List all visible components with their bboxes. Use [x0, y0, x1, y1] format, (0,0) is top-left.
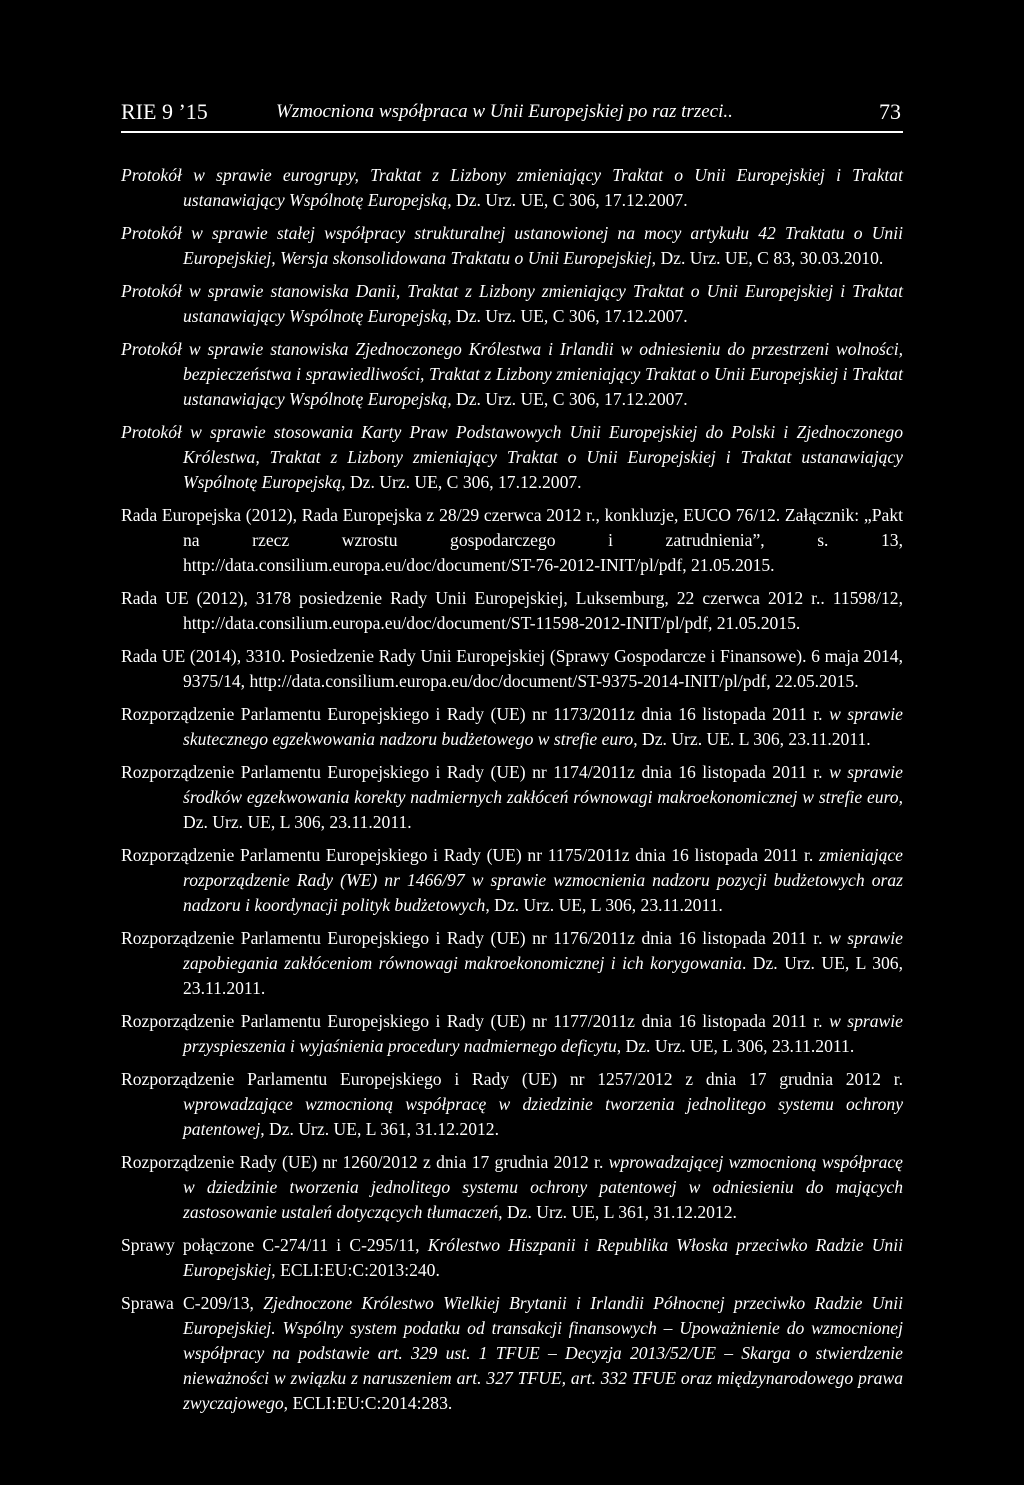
reference-text: Rozporządzenie Rady (UE) nr 1260/2012 z dnia 17 grudnia 2012 r.	[121, 1152, 609, 1172]
reference-text: , Dz. Urz. UE. L 306, 23.11.2011.	[633, 729, 871, 749]
page-number: 73	[879, 99, 901, 124]
reference-text: Sprawa C-209/13,	[121, 1293, 264, 1313]
reference-entry	[121, 702, 903, 752]
reference-text: Rada UE (2014), 3310. Posiedzenie Rady Unii Europejskiej (Sprawy Gospodarcze i Finansowe). 6 maja 2014, 9375/14, http://data.consilium.europa.eu/doc/document/ST-9375-2014-INIT/pl/pdf, 22.05.2015.	[121, 646, 903, 691]
reference-entry	[121, 1233, 903, 1283]
reference-entry	[121, 1067, 903, 1142]
reference-text: , Dz. Urz. UE, L 361, 31.12.2012.	[498, 1202, 737, 1222]
reference-text: Rozporządzenie Parlamentu Europejskiego i Rady (UE) nr 1257/2012 z dnia 17 grudnia 2012 r.	[121, 1069, 903, 1089]
reference-text: Rada UE (2012), 3178 posiedzenie Rady Unii Europejskiej, Luksemburg, 22 czerwca 2012 r.. 11598/12, http://data.consilium.europa.eu/doc/document/ST-11598-2012-INIT/pl/pdf, 21.05.2015.	[121, 588, 903, 633]
journal-issue: RIE 9 ’15	[121, 99, 208, 124]
reference-entry	[121, 926, 903, 1001]
reference-text: Rozporządzenie Parlamentu Europejskiego i Rady (UE) nr 1174/2011z dnia 16 listopada 2011 r.	[121, 762, 830, 782]
reference-text: , Dz. Urz. UE, L 306, 23.11.2011.	[183, 787, 903, 832]
reference-text: Rozporządzenie Parlamentu Europejskiego i Rady (UE) nr 1175/2011z dnia 16 listopada 2011 r.	[121, 845, 819, 865]
reference-title: w sprawie środków egzekwowania korekty nadmiernych zakłóceń równowagi makroekonomicznej w strefie euro	[183, 762, 903, 807]
reference-entry	[121, 503, 903, 578]
reference-text: , Dz. Urz. UE, C 306, 17.12.2007.	[341, 472, 582, 492]
bibliography-list	[121, 163, 903, 1424]
running-title: Wzmocniona współpraca w Unii Europejskiej po raz trzeci..	[276, 101, 733, 122]
reference-text: Rozporządzenie Parlamentu Europejskiego i Rady (UE) nr 1173/2011z dnia 16 listopada 2011 r.	[121, 704, 830, 724]
reference-entry	[121, 644, 903, 694]
running-header	[121, 97, 903, 133]
reference-title: Protokół w sprawie stanowiska Danii, Traktat z Lizbony zmieniający Traktat o Unii Europejskiej i Traktat ustanawiający Wspólnotę Europejską	[121, 281, 903, 326]
reference-entry	[121, 1009, 903, 1059]
reference-text: Rozporządzenie Parlamentu Europejskiego i Rady (UE) nr 1177/2011z dnia 16 listopada 2011 r.	[121, 1011, 830, 1031]
reference-title: Protokół w sprawie stałej współpracy strukturalnej ustanowionej na mocy artykułu 42 Traktatu o Unii Europejskiej, Wersja skonsolidowana Traktatu o Unii Europejskiej	[121, 223, 903, 268]
reference-title: Protokół w sprawie stosowania Karty Praw Podstawowych Unii Europejskiej do Polski i Zjednoczonego Królestwa, Traktat z Lizbony zmieniający Traktat o Unii Europejskiej i Traktat ustanawiający Wspólnotę Europejską	[121, 422, 903, 492]
reference-title: zmieniające rozporządzenie Rady (WE) nr 1466/97 w sprawie wzmocnienia nadzoru pozycji budżetowych oraz nadzoru i koordynacji polityk budżetowych	[183, 845, 903, 915]
reference-text: , ECLI:EU:C:2013:240.	[271, 1260, 440, 1280]
reference-text: , Dz. Urz. UE, C 306, 17.12.2007.	[447, 389, 688, 409]
reference-title: w sprawie skutecznego egzekwowania nadzoru budżetowego w strefie euro	[183, 704, 903, 749]
reference-entry	[121, 279, 903, 329]
reference-title: w sprawie przyspieszenia i wyjaśnienia procedury nadmiernego deficytu	[183, 1011, 903, 1056]
reference-text: Rozporządzenie Parlamentu Europejskiego i Rady (UE) nr 1176/2011z dnia 16 listopada 2011 r.	[121, 928, 830, 948]
reference-entry	[121, 1291, 903, 1416]
reference-text: Rada Europejska (2012), Rada Europejska z 28/29 czerwca 2012 r., konkluzje, EUCO 76/12. Załącznik: „Pakt na rzecz wzrostu gospodarczego i zatrudnienia”, s. 13, http://data.consilium.europa.eu/doc/document/ST-76-2012-INIT/pl/pdf, 21.05.2015.	[121, 505, 903, 575]
reference-text: , Dz. Urz. UE, C 83, 30.03.2010.	[651, 248, 884, 268]
reference-entry	[121, 337, 903, 412]
reference-title: Protokół w sprawie eurogrupy, Traktat z Lizbony zmieniający Traktat o Unii Europejskiej i Traktat ustanawiający Wspólnotę Europejską	[121, 165, 903, 210]
reference-text: , Dz. Urz. UE, C 306, 17.12.2007.	[447, 306, 688, 326]
reference-entry	[121, 221, 903, 271]
reference-entry	[121, 843, 903, 918]
reference-entry	[121, 420, 903, 495]
reference-title: w sprawie zapobiegania zakłóceniom równowagi makroekonomicznej i ich korygowania	[183, 928, 903, 973]
reference-text: , Dz. Urz. UE, L 361, 31.12.2012.	[260, 1119, 499, 1139]
reference-title: wprowadzające wzmocnioną współpracę w dziedzinie tworzenia jednolitego systemu ochrony patentowej	[183, 1094, 903, 1139]
reference-entry	[121, 586, 903, 636]
reference-entry	[121, 163, 903, 213]
reference-text: . Dz. Urz. UE, L 306, 23.11.2011.	[183, 953, 903, 998]
reference-title: wprowadzającej wzmocnioną współpracę w dziedzinie tworzenia jednolitego systemu ochrony patentowej w odniesieniu do mających zastosowanie ustaleń dotyczących tłumaczeń	[183, 1152, 903, 1222]
reference-text: , ECLI:EU:C:2014:283.	[283, 1393, 453, 1413]
reference-text: , Dz. Urz. UE, L 306, 23.11.2011.	[616, 1036, 855, 1056]
reference-title: Królestwo Hiszpanii i Republika Włoska przeciwko Radzie Unii Europejskiej	[183, 1235, 903, 1280]
reference-title: Zjednoczone Królestwo Wielkiej Brytanii i Irlandii Północnej przeciwko Radzie Unii Europejskiej. Wspólny system podatku od transakcji finansowych – Upoważnienie do wzmocnionej współpracy na podstawie art. 329 ust. 1 TFUE – Decyzja 2013/52/UE – Skarga o stwierdzenie nieważności w związku z naruszeniem art. 327 TFUE, art. 332 TFUE oraz międzynarodowego prawa zwyczajowego	[183, 1293, 903, 1413]
reference-text: , Dz. Urz. UE, C 306, 17.12.2007.	[447, 190, 688, 210]
reference-text: Sprawy połączone C-274/11 i C-295/11,	[121, 1235, 428, 1255]
reference-entry	[121, 760, 903, 835]
reference-title: Protokół w sprawie stanowiska Zjednoczonego Królestwa i Irlandii w odniesieniu do przestrzeni wolności, bezpieczeństwa i sprawiedliwości, Traktat z Lizbony zmieniający Traktat o Unii Europejskiej i Traktat ustanawiający Wspólnotę Europejską	[121, 339, 903, 409]
reference-text: , Dz. Urz. UE, L 306, 23.11.2011.	[485, 895, 723, 915]
reference-entry	[121, 1150, 903, 1225]
